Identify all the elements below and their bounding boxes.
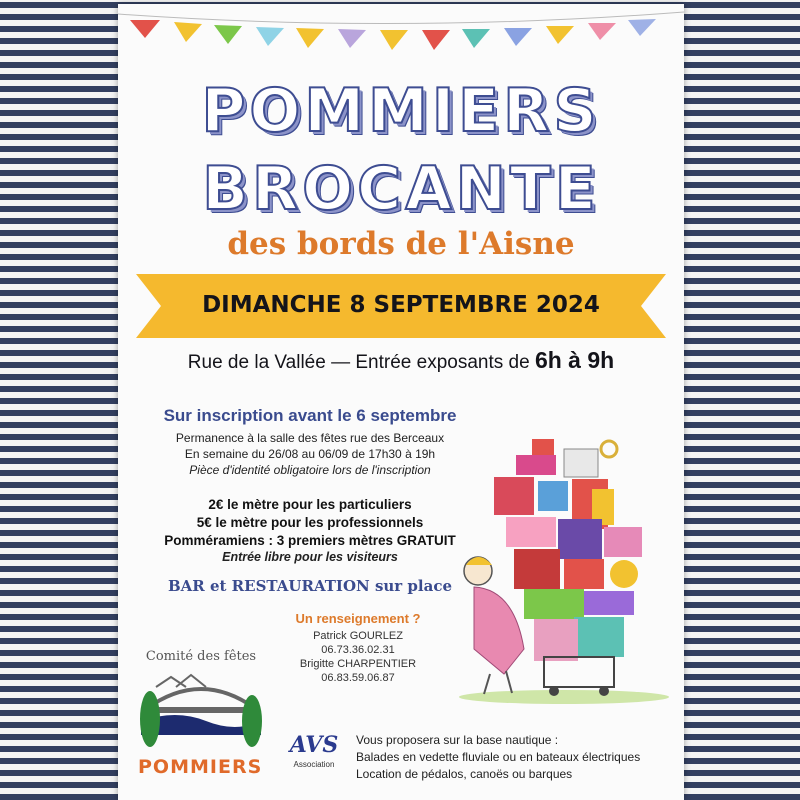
contact-line: Patrick GOURLEZ: [313, 630, 403, 642]
address-text: Rue de la Vallée — Entrée exposants de: [187, 352, 535, 373]
pommiers-logo: POMMIERS: [138, 756, 263, 778]
association-logo: AVS: [289, 732, 339, 758]
title-brocante: BROCANTE: [202, 154, 600, 224]
illustration-woman-with-cart: [454, 419, 674, 709]
contact-line: 06.73.36.02.31: [321, 644, 395, 656]
bar-restaurant-text: BAR et RESTAURATION sur place: [167, 577, 452, 595]
price-line: 2€ le mètre pour les particuliers: [208, 497, 412, 512]
contact-line: 06.83.59.06.87: [321, 672, 395, 684]
event-date: DIMANCHE 8 SEPTEMBRE 2024: [202, 292, 600, 318]
title-pommiers: POMMIERS: [201, 76, 601, 146]
registration-line: En semaine du 26/08 au 06/09 de 17h30 à 19h: [184, 447, 436, 461]
flyer-poster: [118, 4, 684, 800]
subtitle: des bords de l'Aisne: [227, 226, 575, 262]
price-line: Pomméramiens : 3 premiers mètres GRATUIT: [164, 533, 456, 548]
id-note: Pièce d'identité obligatoire lors de l'inscription: [189, 463, 431, 477]
price-line: 5€ le mètre pour les professionnels: [196, 515, 424, 530]
exhibitor-hours: 6h à 9h: [534, 347, 615, 373]
visitors-note: Entrée libre pour les visiteurs: [222, 550, 398, 564]
association-label: Association: [293, 760, 335, 769]
registration-line: Permanence à la salle des fêtes rue des Berceaux: [175, 431, 445, 445]
comite-logo-text: Comité des fêtes: [145, 649, 257, 664]
address-line: [118, 347, 684, 374]
nautique-line: Balades en vedette fluviale ou en bateaux électriques: [356, 750, 641, 764]
nautique-line: Vous proposera sur la base nautique :: [356, 733, 559, 747]
nautique-line: Location de pédalos, canoës ou barques: [356, 767, 573, 781]
registration-title: Sur inscription avant le 6 septembre: [163, 406, 457, 425]
comite-bridge-logo: [136, 669, 266, 757]
contact-line: Brigitte CHARPENTIER: [299, 658, 417, 670]
bunting-garland: [118, 4, 684, 64]
contact-title: Un renseignement ?: [295, 611, 421, 626]
